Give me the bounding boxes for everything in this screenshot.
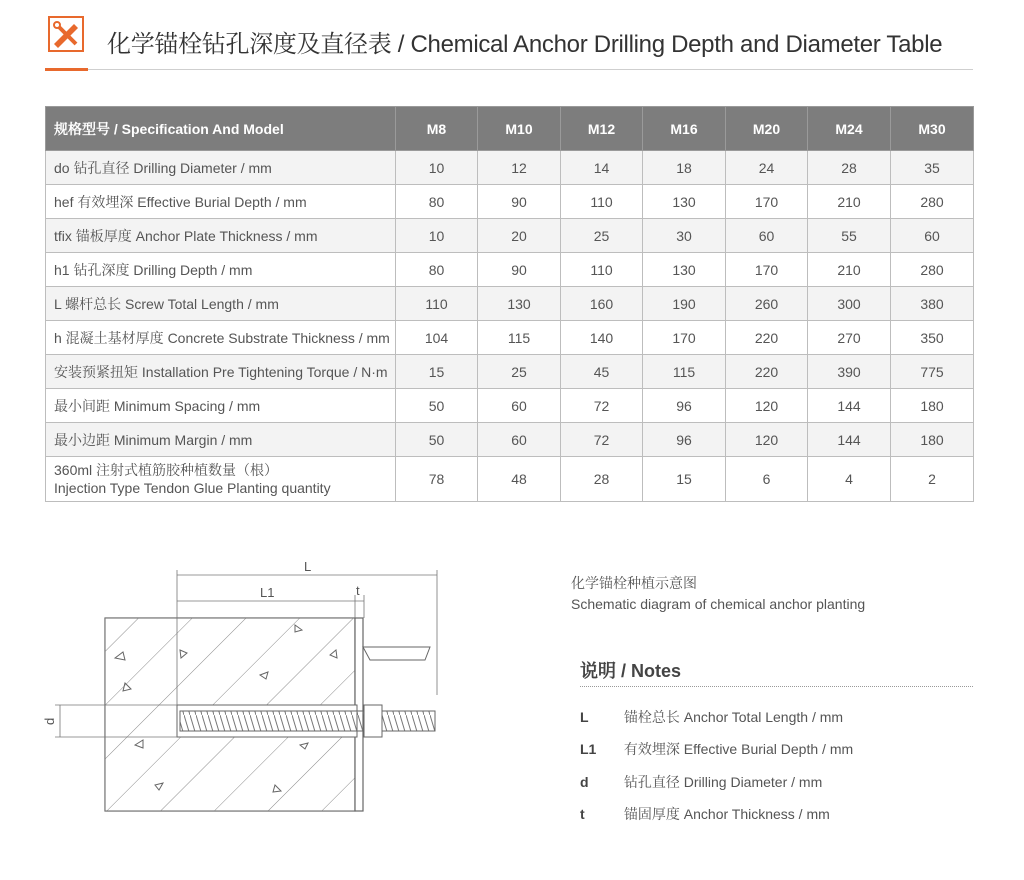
note-item bbox=[580, 707, 843, 727]
table-cell: 380 bbox=[891, 287, 974, 321]
table-cell: 144 bbox=[808, 423, 891, 457]
table-row bbox=[46, 321, 974, 355]
table-cell: 390 bbox=[808, 355, 891, 389]
note-key: L bbox=[580, 709, 589, 725]
notes-divider bbox=[580, 686, 973, 687]
column-header: M8 bbox=[396, 107, 478, 151]
table-cell: 2 bbox=[891, 457, 974, 502]
table-cell: 280 bbox=[891, 185, 974, 219]
table-cell: 60 bbox=[478, 423, 561, 457]
table-cell: 30 bbox=[643, 219, 726, 253]
note-text: 锚栓总长 Anchor Total Length / mm bbox=[623, 709, 844, 725]
table-cell: 170 bbox=[643, 321, 726, 355]
table-cell: 60 bbox=[891, 219, 974, 253]
dimension-label-L: L bbox=[304, 559, 312, 574]
table-cell: 28 bbox=[561, 457, 643, 502]
table-cell: 18 bbox=[643, 151, 726, 185]
table-cell: 4 bbox=[808, 457, 891, 502]
table-cell: 10 bbox=[396, 151, 478, 185]
table-cell: 110 bbox=[561, 185, 643, 219]
title-accent-bar bbox=[45, 68, 88, 71]
table-cell: 280 bbox=[891, 253, 974, 287]
row-label: h1 钻孔深度 Drilling Depth / mm bbox=[46, 253, 396, 287]
table-cell: 28 bbox=[808, 151, 891, 185]
table-cell: 115 bbox=[478, 321, 561, 355]
table-cell: 50 bbox=[396, 423, 478, 457]
table-cell: 210 bbox=[808, 253, 891, 287]
dimension-label-d: d bbox=[42, 717, 57, 725]
caption-zh: 化学锚栓种植示意图 bbox=[571, 575, 697, 591]
table-row bbox=[46, 253, 974, 287]
row-label: 最小间距 Minimum Spacing / mm bbox=[46, 389, 396, 423]
table-row bbox=[46, 423, 974, 457]
table-cell: 72 bbox=[561, 423, 643, 457]
row-label: hef 有效埋深 Effective Burial Depth / mm bbox=[46, 185, 396, 219]
note-text: 钻孔直径 Drilling Diameter / mm bbox=[623, 774, 823, 790]
column-header-spec: 规格型号 / Specification And Model bbox=[46, 107, 396, 151]
table-cell: 140 bbox=[561, 321, 643, 355]
table-row bbox=[46, 287, 974, 321]
table-cell: 50 bbox=[396, 389, 478, 423]
table-cell: 48 bbox=[478, 457, 561, 502]
row-label-line: Injection Type Tendon Glue Planting quantity bbox=[54, 480, 331, 496]
notes-title: 说明 / Notes bbox=[580, 661, 682, 681]
row-label-line: 360ml 注射式植筋胶种植数量（根） bbox=[54, 462, 279, 478]
spec-table bbox=[45, 106, 974, 502]
table-cell: 115 bbox=[643, 355, 726, 389]
table-cell: 160 bbox=[561, 287, 643, 321]
table-cell: 775 bbox=[891, 355, 974, 389]
table-cell: 110 bbox=[396, 287, 478, 321]
column-header: M30 bbox=[891, 107, 974, 151]
anchor-rod bbox=[180, 711, 435, 731]
table-row bbox=[46, 457, 974, 502]
note-text: 锚固厚度 Anchor Thickness / mm bbox=[623, 806, 830, 822]
table-cell: 350 bbox=[891, 321, 974, 355]
title-divider bbox=[45, 69, 973, 70]
column-header: M12 bbox=[561, 107, 643, 151]
table-cell: 110 bbox=[561, 253, 643, 287]
table-row bbox=[46, 219, 974, 253]
table-cell: 170 bbox=[726, 253, 808, 287]
table-cell: 25 bbox=[561, 219, 643, 253]
table-cell: 170 bbox=[726, 185, 808, 219]
row-label bbox=[46, 457, 396, 502]
table-cell: 104 bbox=[396, 321, 478, 355]
table-cell: 96 bbox=[643, 389, 726, 423]
row-label: 最小边距 Minimum Margin / mm bbox=[46, 423, 396, 457]
row-label: do 钻孔直径 Drilling Diameter / mm bbox=[46, 151, 396, 185]
note-item bbox=[580, 804, 830, 824]
table-cell: 78 bbox=[396, 457, 478, 502]
table-cell: 55 bbox=[808, 219, 891, 253]
table-row bbox=[46, 355, 974, 389]
row-label: tfix 锚板厚度 Anchor Plate Thickness / mm bbox=[46, 219, 396, 253]
table-cell: 80 bbox=[396, 185, 478, 219]
table-cell: 12 bbox=[478, 151, 561, 185]
table-cell: 210 bbox=[808, 185, 891, 219]
page-title: 化学锚栓钻孔深度及直径表 / Chemical Anchor Drilling Depth and Diameter Table bbox=[107, 31, 943, 58]
column-header: M16 bbox=[643, 107, 726, 151]
table-cell: 180 bbox=[891, 389, 974, 423]
anchor-diagram bbox=[40, 555, 460, 825]
column-header: M24 bbox=[808, 107, 891, 151]
table-cell: 14 bbox=[561, 151, 643, 185]
dimension-label-L1: L1 bbox=[260, 585, 275, 600]
table-row bbox=[46, 151, 974, 185]
table-cell: 24 bbox=[726, 151, 808, 185]
table-cell: 20 bbox=[478, 219, 561, 253]
table-cell: 220 bbox=[726, 321, 808, 355]
page-header bbox=[0, 0, 1024, 80]
table-cell: 190 bbox=[643, 287, 726, 321]
table-header-row bbox=[46, 107, 974, 151]
table-cell: 130 bbox=[478, 287, 561, 321]
table-cell: 96 bbox=[643, 423, 726, 457]
table-cell: 300 bbox=[808, 287, 891, 321]
note-key: t bbox=[580, 806, 585, 822]
caption-en: Schematic diagram of chemical anchor planting bbox=[571, 596, 866, 612]
table-cell: 60 bbox=[478, 389, 561, 423]
table-cell: 144 bbox=[808, 389, 891, 423]
note-item bbox=[580, 772, 822, 792]
row-label: h 混凝土基材厚度 Concrete Substrate Thickness / mm bbox=[46, 321, 396, 355]
table-cell: 15 bbox=[396, 355, 478, 389]
table-cell: 270 bbox=[808, 321, 891, 355]
table-cell: 25 bbox=[478, 355, 561, 389]
dimension-label-t: t bbox=[356, 583, 360, 598]
table-cell: 72 bbox=[561, 389, 643, 423]
table-cell: 120 bbox=[726, 423, 808, 457]
column-header: M10 bbox=[478, 107, 561, 151]
note-text: 有效埋深 Effective Burial Depth / mm bbox=[623, 741, 854, 757]
table-cell: 60 bbox=[726, 219, 808, 253]
note-key: L1 bbox=[580, 741, 597, 757]
column-header: M20 bbox=[726, 107, 808, 151]
table-row bbox=[46, 389, 974, 423]
row-label: L 螺杆总长 Screw Total Length / mm bbox=[46, 287, 396, 321]
table-cell: 90 bbox=[478, 253, 561, 287]
table-cell: 45 bbox=[561, 355, 643, 389]
table-cell: 6 bbox=[726, 457, 808, 502]
diagram-caption bbox=[571, 573, 865, 615]
table-cell: 10 bbox=[396, 219, 478, 253]
table-cell: 90 bbox=[478, 185, 561, 219]
table-cell: 35 bbox=[891, 151, 974, 185]
note-key: d bbox=[580, 774, 589, 790]
table-cell: 15 bbox=[643, 457, 726, 502]
table-cell: 130 bbox=[643, 253, 726, 287]
table-body bbox=[46, 151, 974, 502]
table-cell: 260 bbox=[726, 287, 808, 321]
table-cell: 220 bbox=[726, 355, 808, 389]
table-row bbox=[46, 185, 974, 219]
table-cell: 80 bbox=[396, 253, 478, 287]
note-item bbox=[580, 739, 853, 759]
table-cell: 130 bbox=[643, 185, 726, 219]
row-label: 安装预紧扭矩 Installation Pre Tightening Torque / N·m bbox=[46, 355, 396, 389]
table-cell: 120 bbox=[726, 389, 808, 423]
tools-icon bbox=[48, 16, 84, 52]
table-cell: 180 bbox=[891, 423, 974, 457]
